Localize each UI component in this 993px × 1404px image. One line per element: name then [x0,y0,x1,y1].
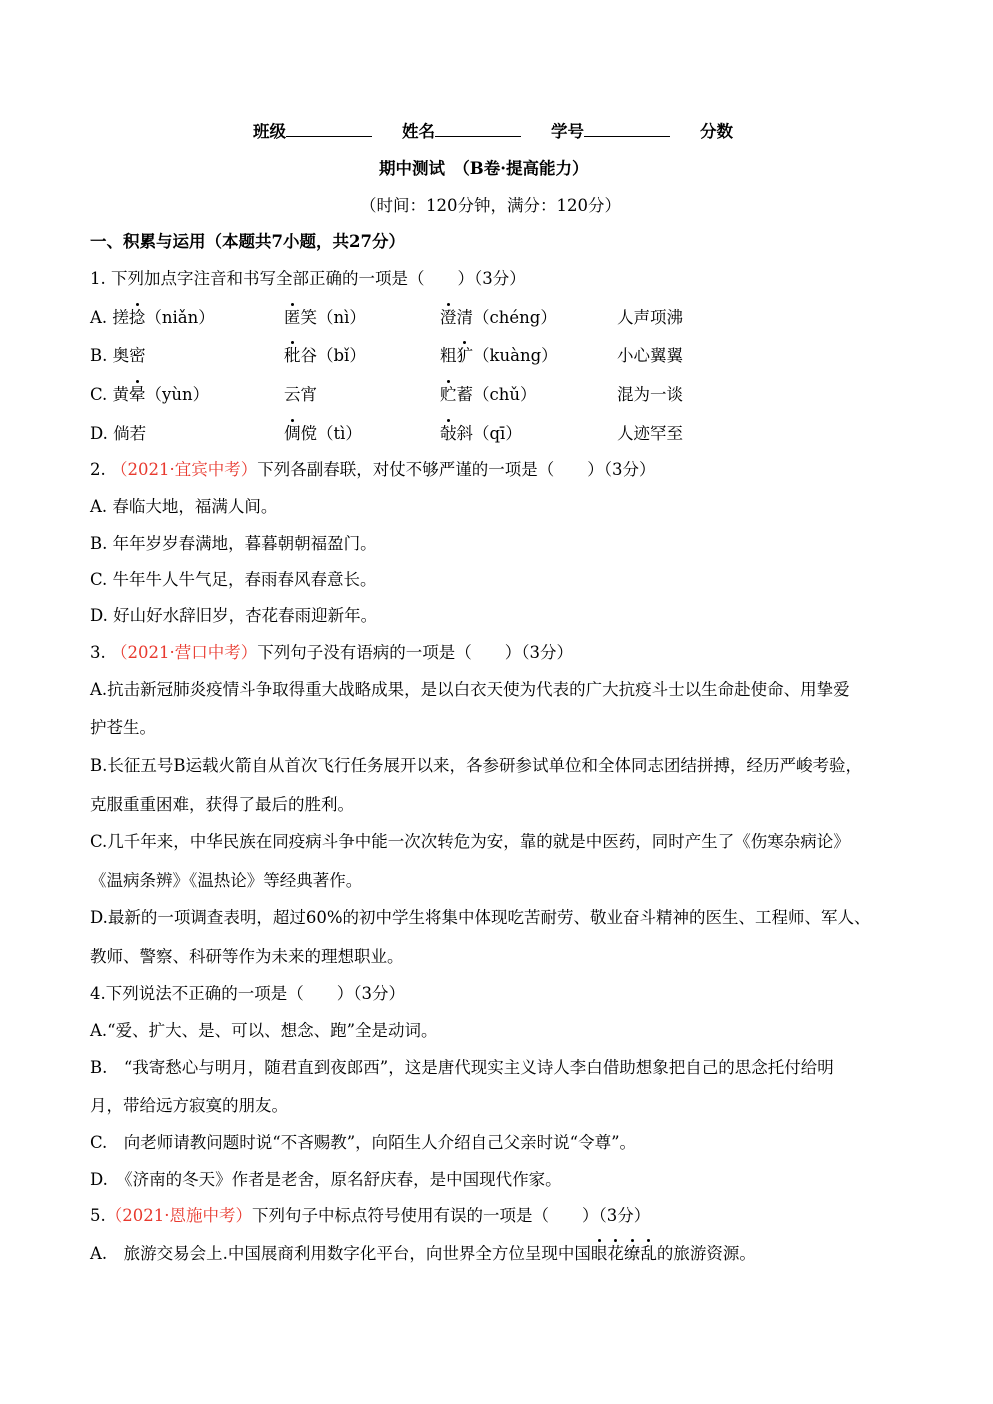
option-label: B. [90,346,113,365]
question-3-option-d-line2: 教师、警察、科研等作为未来的理想职业。 [90,947,404,966]
word-text: 搓 [112,308,129,327]
question-3-option-c-line1: C.几千年来，中华民族在同疫病斗争中能一次次转危为安，靠的就是中医药，同时产生了《伤寒杂病论》 [90,832,850,851]
question-number: 5. [90,1206,106,1225]
question-source: （2021·恩施中考） [105,1206,252,1225]
option-label: C. [90,385,113,404]
name-label: 姓名 [402,122,435,141]
dotted-char: 倜 [284,422,301,446]
score-label: 分数 [700,122,733,141]
pinyin-text: 笑（nì） [300,308,366,327]
question-4-option-c: C. 向老师请教问题时说“不吝赐教”，向陌生人介绍自己父亲时说“令尊”。 [90,1133,637,1152]
option-text: 的旅游资源。 [656,1244,756,1263]
question-number: 3. [90,643,111,662]
dotted-char: 眼 [591,1242,608,1266]
question-3-option-d-line1: D.最新的一项调查表明，超过60%的初中学生将集中体现吃苦耐劳、敬业奋斗精神的医生、工程师、军人、 [90,908,871,927]
pinyin-text: 谷（bǐ） [300,346,366,365]
student-info-line [253,120,733,144]
question-4-option-b-line2: 月，带给远方寂寞的朋友。 [90,1096,288,1115]
id-blank [584,120,670,137]
word-text: 人迹罕至 [617,424,683,443]
question-text: 下列各副春联，对仗不够严谨的一项是（ ）（3分） [257,460,656,479]
question-4-option-d: D. 《济南的冬天》作者是老舍，原名舒庆春，是中国现代作家。 [90,1170,562,1189]
dotted-char: 晕 [129,383,146,407]
dotted-char: 匿 [284,306,301,330]
pinyin-text: （yùn） [145,385,210,404]
pinyin-text: 清（chéng） [456,308,557,327]
question-4-stem: 4.下列说法不正确的一项是（ ）（3分） [90,984,405,1003]
question-4-option-a: A.“爱、扩大、是、可以、想念、跑”全是动词。 [90,1021,438,1040]
pinyin-text: 蓄（chǔ） [456,385,537,404]
dotted-char: 捻 [129,306,146,330]
dotted-char: 花 [607,1242,624,1266]
question-2-option-d: D. 好山好水辞旧岁，杏花春雨迎新年。 [90,606,378,625]
question-4-option-b-line1: B. “我寄愁心与明月，随君直到夜郎西”，这是唐代现实主义诗人李白借助想象把自己的思念托付给明 [90,1058,834,1077]
question-1-stem: 1. 下列加点字注音和书写全部正确的一项是（ ）（3分） [90,269,526,288]
exam-title: 期中测试 （B卷·提高能力） [379,159,589,178]
dotted-char: 犷 [457,344,474,368]
question-5-option-a [90,1242,756,1266]
word-text: 黄 [112,385,130,404]
pinyin-text: （kuàng） [473,346,558,365]
question-3-option-a-line2: 护苍生。 [90,718,156,737]
id-label: 学号 [551,122,584,141]
dotted-char: 乱 [640,1242,657,1266]
word-text: 小心翼翼 [617,346,683,365]
word-text: 云宵 [284,385,317,404]
dotted-char: 敧 [440,422,457,446]
word-text: 人声项沸 [617,308,683,327]
name-blank [435,120,521,137]
pinyin-text: 傥（tì） [300,424,362,443]
dotted-char: 秕 [284,344,301,368]
question-3-option-c-line2: 《温病条辨》《温热论》等经典著作。 [90,871,363,890]
question-number: 2. [90,460,111,479]
word-text: 倘若 [113,424,147,443]
pinyin-text: 斜（qī） [456,424,522,443]
option-label: D. [90,424,114,443]
question-text: 下列句子没有语病的一项是（ ）（3分） [257,643,573,662]
dotted-char: 贮 [440,383,457,407]
class-label: 班级 [253,122,286,141]
dotted-char: 澄 [440,306,457,330]
question-2-option-b: B. 年年岁岁春满地，暮暮朝朝福盈门。 [90,534,377,553]
question-source: （2021·宜宾中考） [111,460,258,479]
section-title: 一、积累与运用（本题共7小题，共27分） [90,232,405,251]
question-2-option-a: A. 春临大地，福满人间。 [90,497,278,516]
question-3-stem [90,641,573,665]
question-3-option-a-line1: A.抗击新冠肺炎疫情斗争取得重大战略成果，是以白衣天使为代表的广大抗疫斗士以生命赴使命、用挚爱 [90,680,850,699]
question-text: 下列句子中标点符号使用有误的一项是（ ）（3分） [252,1206,651,1225]
class-blank [286,120,372,137]
question-2-stem [90,458,656,482]
dotted-phrase [591,1244,657,1263]
dotted-char: 缭 [624,1242,641,1266]
word-text: 粗 [440,346,457,365]
option-label: A. [90,308,113,327]
question-5-stem [90,1204,650,1228]
option-text: A. 旅游交易会上.中国展商利用数字化平台，向世界全方位呈现中国 [90,1244,591,1263]
time-info: （时间：120分钟，满分：120分） [360,196,621,215]
word-text: 奥密 [112,346,146,365]
question-source: （2021·营口中考） [111,643,258,662]
question-3-option-b-line2: 克服重重困难，获得了最后的胜利。 [90,795,354,814]
question-3-option-b-line1: B.长征五号B运载火箭自从首次飞行任务展开以来，各参研参试单位和全体同志团结拼搏，经历严峻考验， [90,756,862,775]
question-2-option-c: C. 牛年牛人牛气足，春雨春风春意长。 [90,570,377,589]
pinyin-text: （niǎn） [145,308,215,327]
word-text: 混为一谈 [617,385,683,404]
